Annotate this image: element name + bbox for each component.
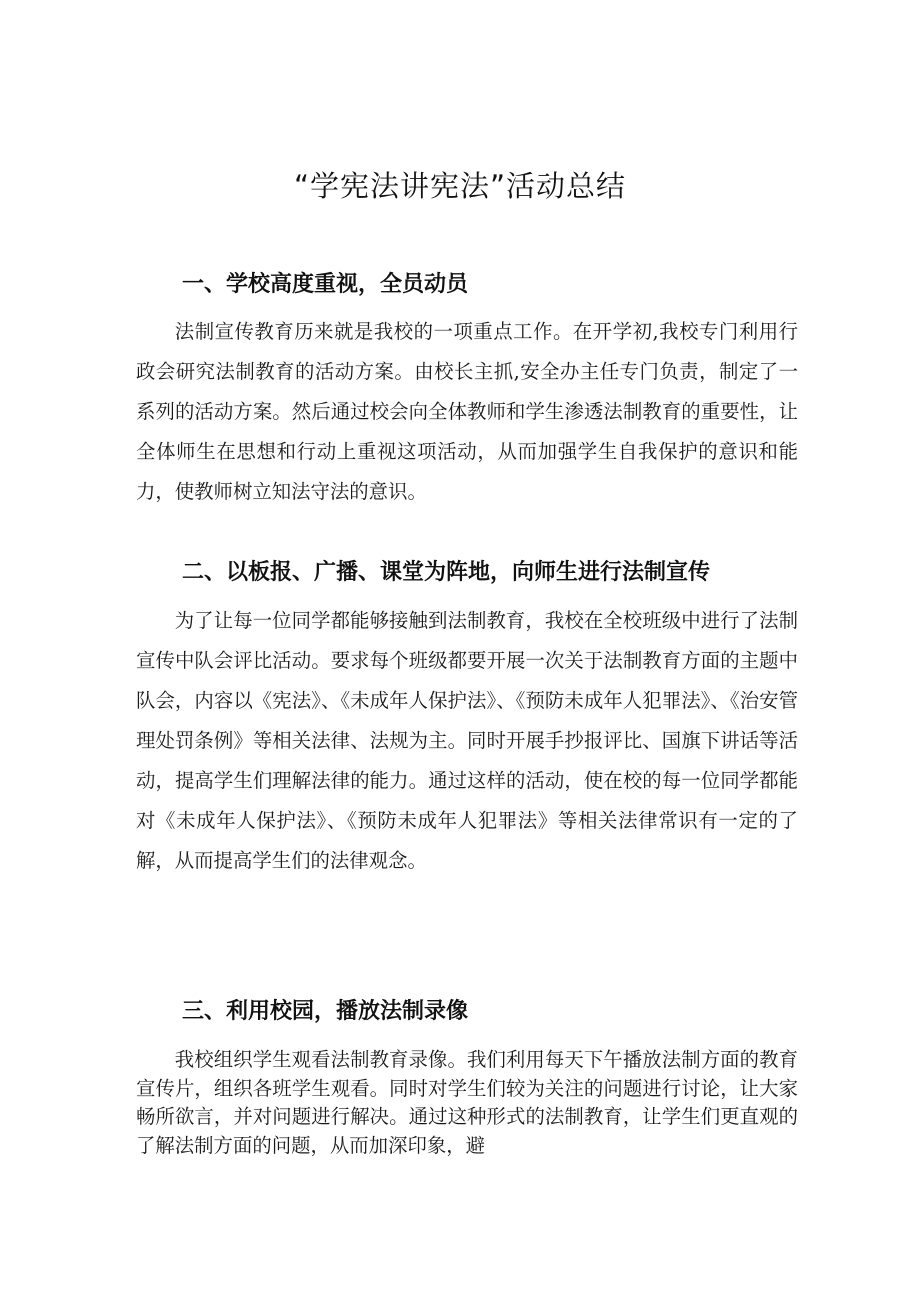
- section-3-heading: 三、利用校园，播放法制录像: [182, 999, 469, 1024]
- document-title: “学宪法讲宪法”活动总结: [293, 169, 627, 203]
- section-2-heading: 二、以板报、广播、课堂为阵地，向师生进行法制宣传: [182, 560, 711, 585]
- section-2-paragraph: 为了让每一位同学都能够接触到法制教育，我校在全校班级中进行了法制宣传中队会评比活动。要求每个班级都要开展一次关于法制教育方面的主题中队会，内容以《宪法》、《未成年人保护法》、《预防未成年人犯罪法》、《治安管理处罚条例》等相关法律、法规为主。同时开展手抄报评比、国旗下讲话等活动，提高学生们理解法律的能力。通过这样的活动，使在校的每一位同学都能对《未成年人保护法》、《预防未成年人犯罪法》等相关法律常识有一定的了解，从而提高学生们的法律观念。: [136, 609, 798, 872]
- section-1-paragraph: 法制宣传教育历来就是我校的一项重点工作。在开学初,我校专门利用行政会研究法制教育的活动方案。由校长主抓,安全办主任专门负责，制定了一系列的活动方案。然后通过校会向全体教师和学生渗透法制教育的重要性，让全体师生在思想和行动上重视这项活动，从而加强学生自我保护的意识和能力，使教师树立知法守法的意识。: [136, 320, 798, 503]
- section-1-heading: 一、学校高度重视，全员动员: [182, 272, 469, 297]
- section-3-paragraph: 我校组织学生观看法制教育录像。我们利用每天下午播放法制方面的教育宣传片，组织各班学生观看。同时对学生们较为关注的问题进行讨论，让大家畅所欲言，并对问题进行解决。通过这种形式的法制教育，让学生们更直观的了解法制方面的问题，从而加深印象，避: [136, 1048, 798, 1157]
